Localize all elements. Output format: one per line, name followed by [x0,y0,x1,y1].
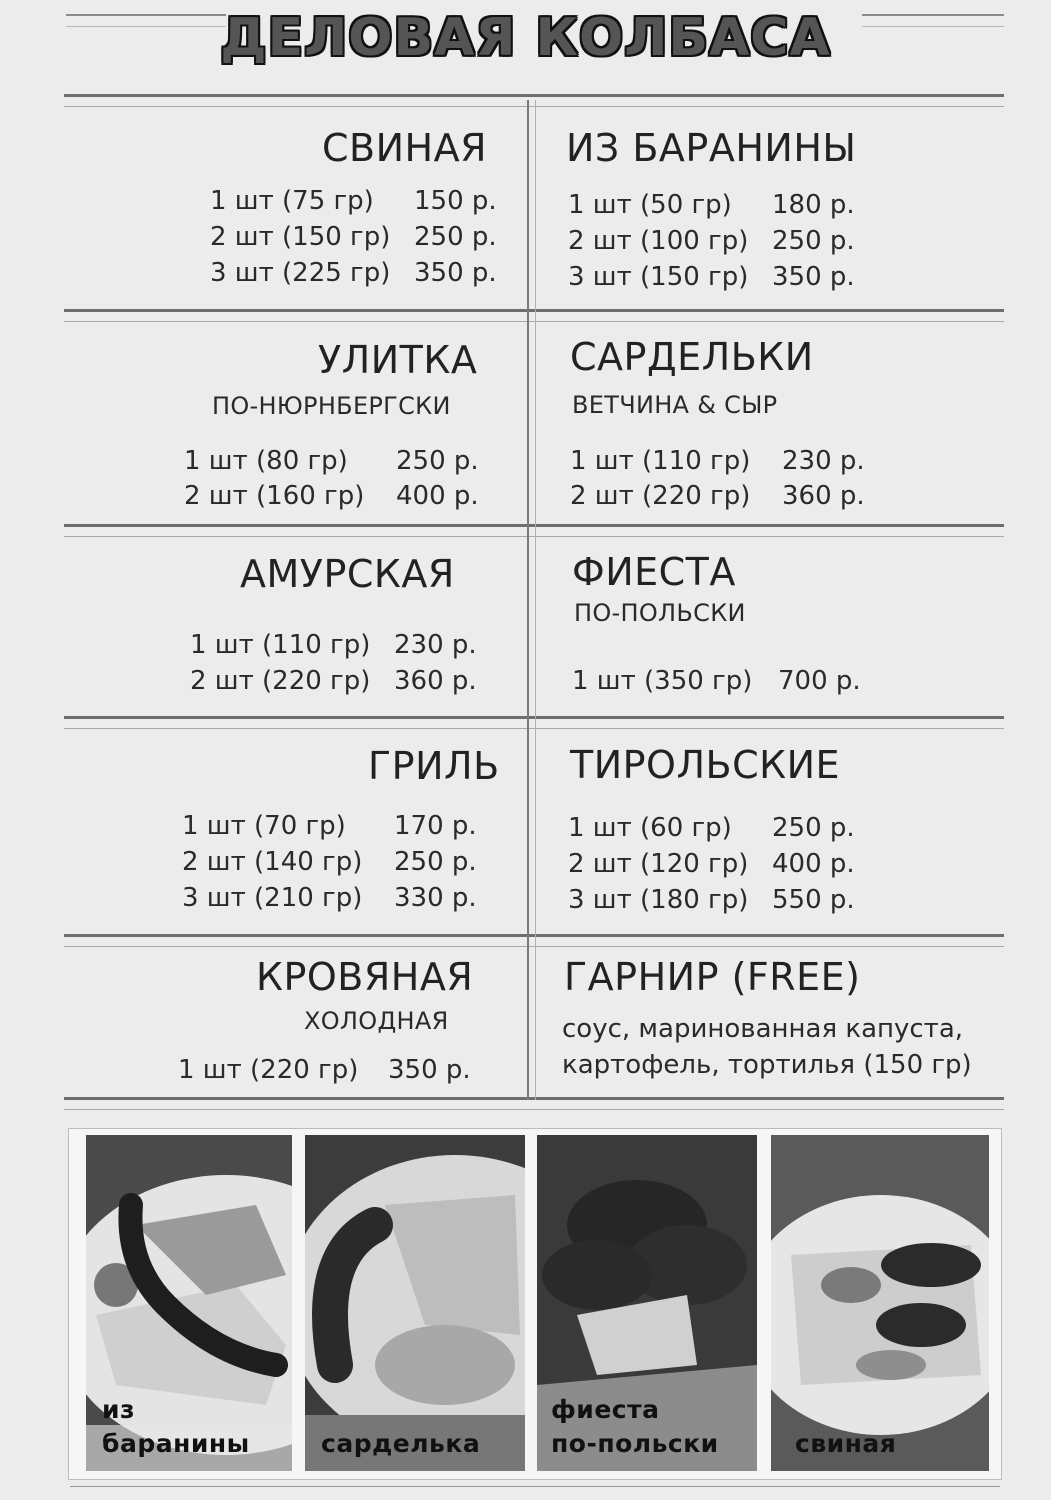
item-name: ИЗ БАРАНИНЫ [566,126,857,170]
price: 400 р. [396,481,479,511]
qty: 1 шт (110 гр) [190,630,371,660]
item-subtitle: ВЕТЧИНА & СЫР [572,391,778,419]
price: 350 р. [772,262,855,292]
bottom-rule [70,1486,1000,1487]
caption-line: баранины [102,1429,250,1458]
item-subtitle: ПО-ПОЛЬСКИ [574,599,746,627]
item-name: САРДЕЛЬКИ [570,335,814,379]
sausage-photo [305,1135,525,1471]
price: 250 р. [396,446,479,476]
price: 360 р. [394,666,477,696]
qty: 3 шт (210 гр) [182,883,363,913]
photo-sardelka [305,1135,525,1471]
qty: 1 шт (70 гр) [182,811,346,841]
price: 350 р. [388,1055,471,1085]
sausage-photo [771,1135,989,1471]
item-name: УЛИТКА [318,338,478,382]
item-name: ГРИЛЬ [368,744,500,788]
item-name: ТИРОЛЬСКИЕ [570,743,841,787]
qty: 2 шт (160 гр) [184,481,365,511]
photo-strip [68,1128,1002,1480]
garnish-description: картофель, тортилья (150 гр) [562,1050,972,1080]
qty: 3 шт (180 гр) [568,885,749,915]
qty: 2 шт (220 гр) [570,481,751,511]
qty: 1 шт (220 гр) [178,1055,359,1085]
page-title: ДЕЛОВАЯ КОЛБАСА [220,8,831,68]
photo-iz-baraniny [86,1135,292,1471]
qty: 2 шт (140 гр) [182,847,363,877]
caption-line: фиеста [551,1395,660,1424]
caption-line: по-польски [551,1429,719,1458]
price: 180 р. [772,190,855,220]
price: 250 р. [394,847,477,877]
photo-caption [551,1393,719,1461]
qty: 1 шт (80 гр) [184,446,348,476]
item-name: СВИНАЯ [322,126,488,170]
item-name: ФИЕСТА [572,550,736,594]
price: 360 р. [782,481,865,511]
caption-line: свиная [795,1429,897,1458]
item-name: КРОВЯНАЯ [256,955,474,999]
qty: 2 шт (150 гр) [210,222,391,252]
price: 330 р. [394,883,477,913]
photo-svinaya [771,1135,989,1471]
qty: 1 шт (60 гр) [568,813,732,843]
photo-caption [795,1427,896,1461]
photo-caption [321,1427,480,1461]
price: 400 р. [772,849,855,879]
qty: 3 шт (225 гр) [210,258,391,288]
column-divider [527,100,536,1100]
garnish-description: соус, маринованная капуста, [562,1014,964,1044]
photo-fiesta [537,1135,757,1471]
qty: 2 шт (220 гр) [190,666,371,696]
item-subtitle: ХОЛОДНАЯ [304,1007,449,1035]
item-name: АМУРСКАЯ [240,552,455,596]
price: 170 р. [394,811,477,841]
qty: 2 шт (100 гр) [568,226,749,256]
price: 250 р. [772,226,855,256]
qty: 3 шт (150 гр) [568,262,749,292]
qty: 1 шт (350 гр) [572,666,753,696]
qty: 1 шт (110 гр) [570,446,751,476]
caption-line: сарделька [321,1429,481,1458]
photo-caption [102,1393,250,1461]
item-name: ГАРНИР (FREE) [564,955,861,999]
qty: 1 шт (50 гр) [568,190,732,220]
price: 250 р. [772,813,855,843]
price: 350 р. [414,258,497,288]
price: 550 р. [772,885,855,915]
qty: 1 шт (75 гр) [210,186,374,216]
price: 230 р. [394,630,477,660]
price: 250 р. [414,222,497,252]
price: 230 р. [782,446,865,476]
item-subtitle: ПО-НЮРНБЕРГСКИ [212,392,451,420]
price: 150 р. [414,186,497,216]
price: 700 р. [778,666,861,696]
caption-line: из [102,1395,136,1424]
qty: 2 шт (120 гр) [568,849,749,879]
